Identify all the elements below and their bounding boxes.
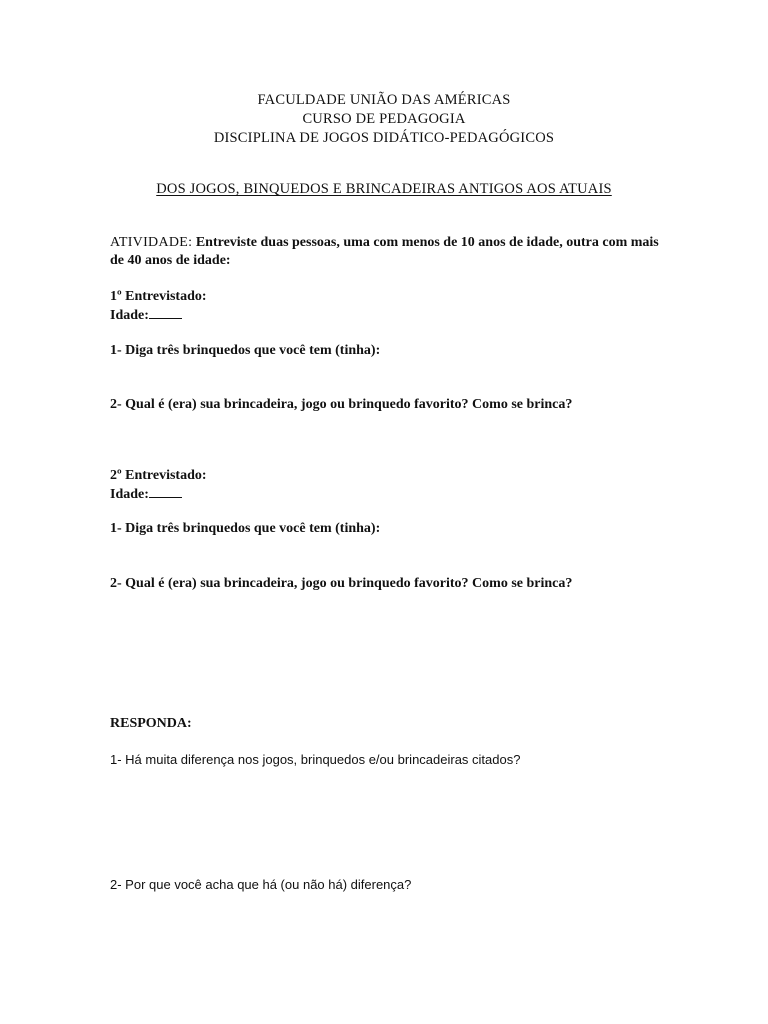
interviewee-2-question-1: 1- Diga três brinquedos que você tem (tinha): [110, 521, 381, 536]
activity-instructions [110, 234, 670, 270]
respond-question-2: 2- Por que você acha que há (ou não há) diferença? [110, 877, 412, 892]
interviewee-2-question-2: 2- Qual é (era) sua brincadeira, jogo ou brinquedo favorito? Como se brinca? [110, 576, 573, 591]
respond-title: RESPONDA: [110, 716, 192, 731]
activity-label: ATIVIDADE: [110, 235, 193, 250]
interviewee-1-title: 1º Entrevistado: [110, 289, 207, 304]
activity-text: Entreviste duas pessoas, uma com menos de 10 anos de idade, outra com mais de 40 anos de idade: [110, 235, 659, 268]
document-header [0, 91, 768, 148]
interviewee-2-title: 2º Entrevistado: [110, 468, 207, 483]
discipline-name: DISCIPLINA DE JOGOS DIDÁTICO-PEDAGÓGICOS [213, 130, 555, 146]
respond-question-1: 1- Há muita diferença nos jogos, brinquedos e/ou brincadeiras citados? [110, 752, 521, 767]
interviewee-1-question-1: 1- Diga três brinquedos que você tem (tinha): [110, 343, 381, 358]
institution-name: FACULDADE UNIÃO DAS AMÉRICAS [257, 92, 511, 108]
age-label: Idade: [110, 308, 149, 323]
interviewee-1-header [110, 288, 670, 325]
interviewee-1-age [110, 306, 670, 325]
interviewee-2-header [110, 467, 670, 504]
age-blank-line [149, 306, 182, 319]
subtitle-text: DOS JOGOS, BINQUEDOS E BRINCADEIRAS ANTIGOS AOS ATUAIS [156, 181, 612, 197]
interviewee-1-question-2: 2- Qual é (era) sua brincadeira, jogo ou brinquedo favorito? Como se brinca? [110, 397, 573, 412]
interviewee-2-age [110, 485, 670, 504]
age-label: Idade: [110, 487, 149, 502]
document-subtitle [0, 181, 768, 198]
age-blank-line [149, 485, 182, 498]
course-name: CURSO DE PEDAGOGIA [302, 111, 466, 127]
